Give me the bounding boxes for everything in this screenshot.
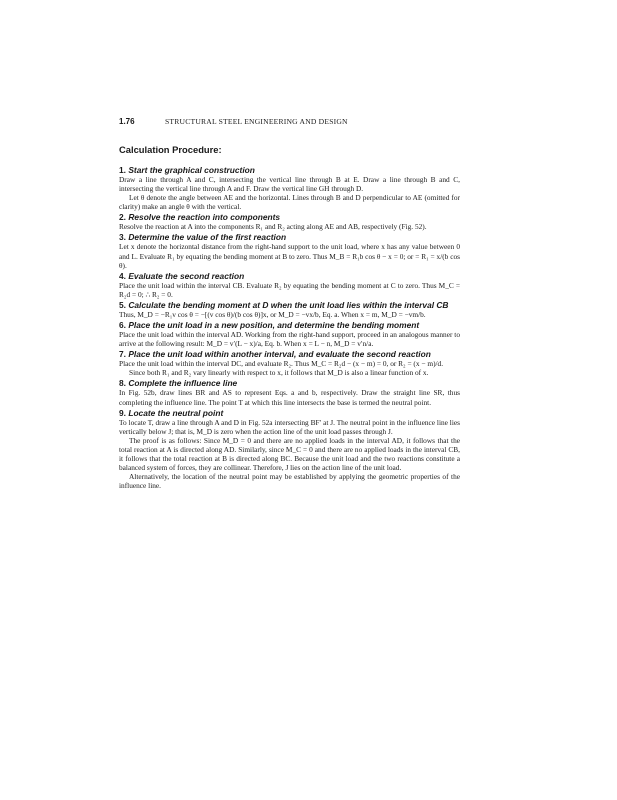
step-number: 8. [119, 378, 126, 389]
step-heading [119, 271, 460, 281]
step-number: 2. [119, 212, 126, 223]
step-paragraph: Thus, M_D = −R₁v cos θ = −[(v cos θ)/(b cos θ)]x, or M_D = −vx/b, Eq. a. When x = m, M_D = −vm/b. [119, 309, 426, 319]
step-title: Locate the neutral point [128, 407, 224, 418]
step-paragraph: Let θ denote the angle between AE and the horizontal. Lines through B and D perpendicular to AE (omitted for clarity) make an angle θ with the vertical. [119, 193, 460, 212]
step-paragraph: Alternatively, the location of the neutral point may be established by applying the geometric properties of the influence line. [119, 472, 460, 491]
step-1 [119, 165, 460, 211]
step-8 [119, 378, 460, 406]
step-paragraph: In Fig. 52b, draw lines BR and AS to represent Eqs. a and b, respectively. Draw the straight line SR, thus completing the influence line. The point T at which this line intersects the base is termed the neutral point. [119, 388, 460, 407]
step-3 [119, 232, 460, 269]
step-paragraph: Resolve the reaction at A into the components R₁ and R₂ acting along AE and AB, respectively (Fig. 52). [119, 222, 427, 232]
step-paragraph: Draw a line through A and C, intersecting the vertical line through B at E. Draw a line through B and C, intersecting the vertical line through A and F. Draw the vertical line GH through D. [119, 175, 460, 194]
step-heading [119, 212, 460, 222]
step-heading [119, 320, 460, 330]
step-title: Resolve the reaction into components [128, 212, 281, 223]
page-header [119, 117, 460, 126]
step-title: Place the unit load in a new position, and determine the bending moment [128, 320, 420, 331]
step-list [119, 165, 460, 490]
step-9 [119, 408, 460, 491]
step-title: Start the graphical construction [128, 165, 255, 175]
step-heading [119, 300, 460, 310]
step-title: Calculate the bending moment at D when the unit load lies within the interval CB [128, 299, 449, 310]
step-number: 7. [119, 349, 126, 360]
step-title: Determine the value of the first reaction [128, 232, 287, 243]
running-head: STRUCTURAL STEEL ENGINEERING AND DESIGN [165, 117, 348, 126]
step-paragraph: Since both R₁ and R₂ vary linearly with respect to x, it follows that M_D is also a linear function of x. [129, 368, 429, 378]
step-number: 1. [119, 165, 126, 175]
step-paragraph: Let x denote the horizontal distance from the right-hand support to the unit load, where x has any value between 0 and L. Evaluate R₁ by equating the bending moment at B to zero. Thus M_B = R₁b cos θ − x = 0; or = R₁ = x/(b cos θ). [119, 242, 460, 270]
step-6 [119, 320, 460, 348]
step-7 [119, 349, 460, 377]
step-paragraph: Place the unit load within the interval CB. Evaluate R₂ by equating the bending moment at C to zero. Thus M_C = R₂d = 0; ∴ R₂ = 0. [119, 280, 460, 299]
step-title: Complete the influence line [128, 378, 238, 389]
step-number: 3. [119, 232, 126, 243]
step-heading [119, 349, 460, 359]
document-page [119, 117, 460, 491]
step-heading [119, 378, 460, 388]
step-number: 9. [119, 407, 126, 418]
step-4 [119, 271, 460, 299]
step-5 [119, 300, 460, 319]
page-number: 1.76 [119, 117, 135, 126]
step-number: 5. [119, 299, 126, 310]
step-number: 4. [119, 270, 126, 281]
step-number: 6. [119, 320, 126, 331]
step-paragraph: To locate T, draw a line through A and D in Fig. 52a intersecting BF′ at J. The neutral point in the influence line lies vertically below J; that is, M_D is zero when the action line of the unit load passes through J. [119, 417, 460, 436]
step-heading [119, 232, 460, 242]
step-2 [119, 212, 460, 231]
procedure-title: Calculation Procedure: [119, 144, 222, 155]
step-paragraph: Place the unit load within the interval DC, and evaluate R₂. Thus M_C = R₂d − (x − m) = 0, or R₂ = (x − m)/d. [119, 359, 444, 369]
step-title: Place the unit load within another interval, and evaluate the second reaction [128, 349, 431, 360]
step-heading [119, 408, 460, 418]
step-paragraph: Place the unit load within the interval AD. Working from the right-hand support, proceed in an analogous manner to arrive at the following result: M_D = v′(L − x)/a, Eq. b. When x = L − n, M_D = v′n/a. [119, 330, 460, 349]
step-title: Evaluate the second reaction [128, 270, 245, 281]
step-paragraph: The proof is as follows: Since M_D = 0 and there are no applied loads in the interval AD, it follows that the total reaction at A is directed along AD. Similarly, since M_C = 0 and there are no applied loads in the interval CB, it follows that the total reaction at B is directed along BC. Because the unit load and the two reactions constitute a balanced system of forces, they are collinear. Therefore, J lies on the action line of the unit load. [119, 435, 460, 473]
step-heading [119, 165, 460, 175]
